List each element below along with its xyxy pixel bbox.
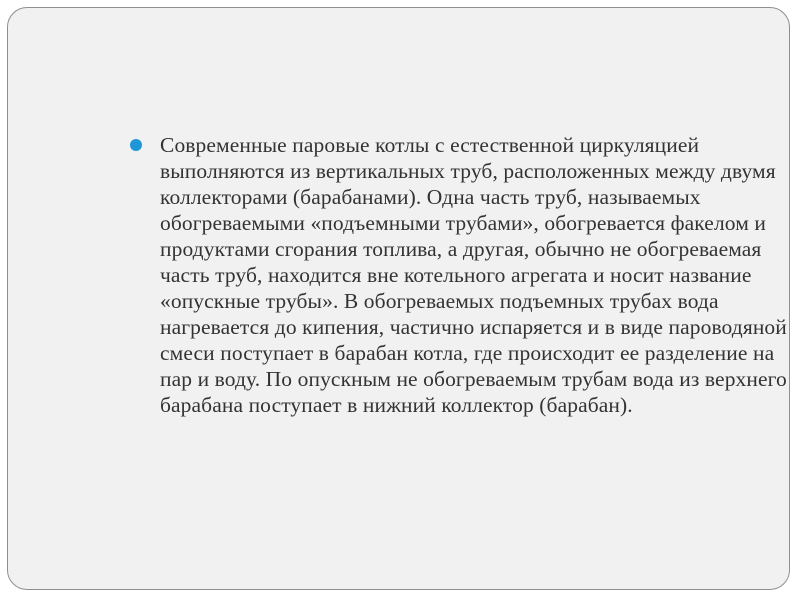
bullet-text: Современные паровые котлы с естественной циркуляцией выполняются из вертикальных труб, расположенных между двумя коллекторами (барабанами). Одна часть труб, называемых обогреваемыми «подъемными трубами», обогревается факелом и продуктами сгорания топлива, а другая, обычно не обогреваемая часть труб, находится вне котельного агрегата и носит название «опускные трубы». В обогреваемых подъемных трубах вода нагревается до кипения, частично испаряется и в виде пароводяной смеси поступает в барабан котла, где происходит ее разделение на пар и воду. По опускным не обогреваемым трубам вода из верхнего барабана поступает в нижний коллектор (барабан).: [160, 133, 787, 417]
slide-content: [130, 132, 792, 418]
bullet-icon: [130, 139, 142, 151]
slide-frame: [7, 7, 790, 590]
bullet-list-item: [130, 132, 792, 418]
